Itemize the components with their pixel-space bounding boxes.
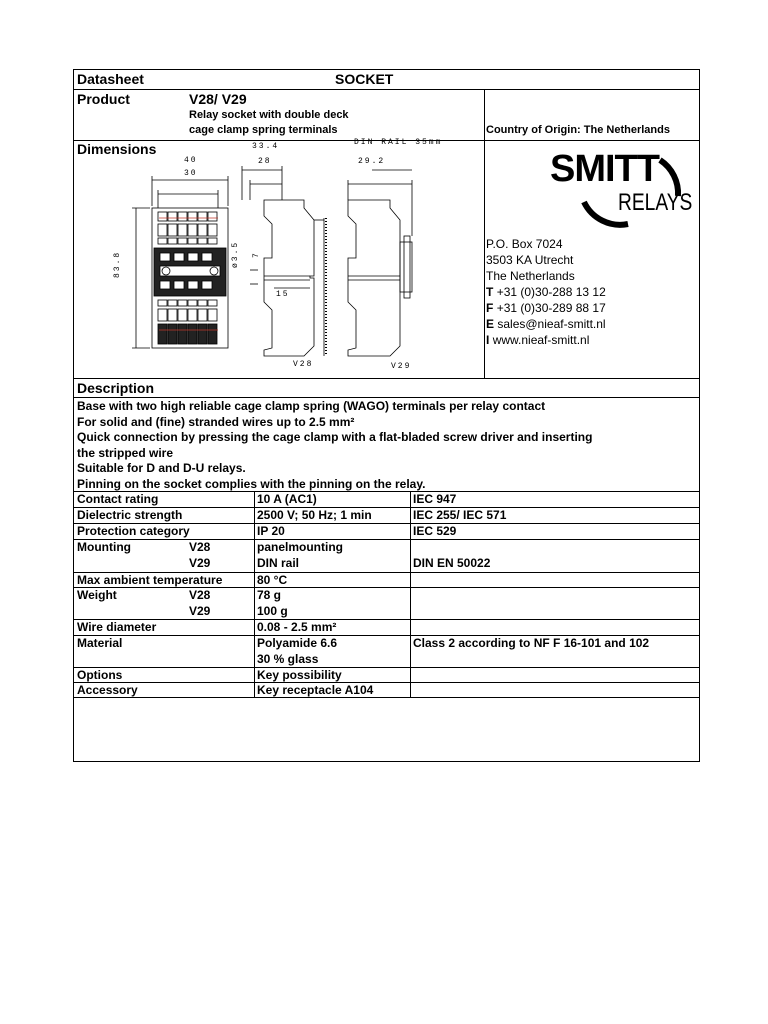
spec-weight-v29: V29: [189, 604, 211, 618]
description-line: For solid and (fine) stranded wires up to 2.5 mm²: [77, 414, 355, 429]
dimensions-label: Dimensions: [77, 141, 157, 157]
smitt-relays-logo: [548, 146, 700, 228]
product-label: Product: [77, 91, 130, 107]
spec-label-mounting: Mounting: [77, 540, 131, 554]
fax-number: +31 (0)30-289 88 17: [496, 301, 606, 315]
fax-line: [486, 300, 606, 316]
spec-weight-v28: V28: [189, 588, 211, 602]
spec-value-material-2: 30 % glass: [257, 652, 319, 666]
address-line1: P.O. Box 7024: [486, 237, 563, 251]
spec-label-wire-diameter: Wire diameter: [77, 620, 157, 634]
spec-value-dielectric: 2500 V; 50 Hz; 1 min: [257, 508, 372, 522]
table-col-line: [410, 491, 411, 697]
description-line: Suitable for D and D-U relays.: [77, 461, 246, 475]
email-line: [486, 316, 606, 332]
dim-15: 15: [276, 290, 290, 299]
web-prefix: I: [486, 333, 490, 347]
dim-depth-33-4: 33.4: [252, 142, 280, 151]
description-line: the stripped wire: [77, 445, 174, 460]
web-line: [486, 332, 606, 348]
description-line: Base with two high reliable cage clamp spring (WAGO) terminals per relay contact: [77, 399, 546, 413]
table-row-line: [74, 697, 699, 698]
spec-mounting-v28: V28: [189, 540, 211, 554]
front-view-bottom-terminals: [158, 300, 217, 344]
table-row-line: [74, 539, 699, 540]
table-row-line: [74, 667, 699, 668]
table-row-line: [74, 587, 699, 588]
company-address: [486, 236, 606, 348]
datasheet-title: Datasheet: [77, 71, 144, 87]
spec-label-options: Options: [77, 668, 123, 682]
column-divider: [484, 89, 485, 378]
spec-value-weight-v28: 78 g: [257, 588, 282, 602]
product-code: V28/ V29: [189, 91, 247, 107]
spec-std-protection: IEC 529: [413, 524, 457, 538]
spec-std-material: Class 2 according to NF F 16-101 and 102: [413, 636, 650, 650]
spec-value-max-temp: 80 °C: [257, 573, 288, 587]
dim-height-83-8: 83.8: [113, 250, 122, 278]
dim-7: 7: [252, 251, 261, 258]
product-desc-line2: cage clamp spring terminals: [189, 124, 338, 136]
spec-value-mounting-v29: DIN rail: [257, 556, 300, 570]
side-view-v28: [264, 200, 326, 356]
spec-label-contact-rating: Contact rating: [77, 492, 159, 506]
fax-prefix: F: [486, 301, 494, 315]
spec-mounting-v29: V29: [189, 556, 211, 570]
table-col-line: [254, 491, 255, 697]
spec-label-weight: Weight: [77, 588, 117, 602]
side-view-v29: [348, 200, 412, 356]
spec-std-contact-rating: IEC 947: [413, 492, 457, 506]
spec-label-dielectric: Dielectric strength: [77, 508, 183, 522]
row-divider: [74, 89, 699, 90]
spec-label-max-temp: Max ambient temperature: [77, 573, 223, 587]
description-line: Pinning on the socket complies with the pinning on the relay.: [77, 476, 426, 491]
din-rail-label: DIN RAIL 35mm: [354, 138, 443, 147]
caption-v28: V28: [293, 360, 314, 369]
product-desc-line1: Relay socket with double deck: [189, 109, 349, 121]
logo-word-relays: RELAYS: [618, 189, 693, 216]
row-divider: [74, 378, 699, 379]
description-text: [77, 399, 592, 492]
doc-type-title: SOCKET: [335, 71, 394, 87]
spec-value-protection: IP 20: [257, 524, 285, 538]
dim-depth-28: 28: [258, 157, 272, 166]
logo-word-smitt: SMITT: [550, 148, 659, 190]
spec-value-material-1: Polyamide 6.6: [257, 636, 338, 650]
spec-value-contact-rating: 10 A (AC1): [257, 492, 317, 506]
dim-width-40: 40: [184, 156, 198, 165]
description-line: Quick connection by pressing the cage clamp with a flat-bladed screw driver and inserting: [77, 430, 593, 444]
table-row-line: [74, 619, 699, 620]
web-address[interactable]: www.nieaf-smitt.nl: [492, 333, 590, 347]
caption-v29: V29: [391, 362, 412, 371]
spec-std-dielectric: IEC 255/ IEC 571: [413, 508, 507, 522]
phone-prefix: T: [486, 285, 494, 299]
dim-depth-29-2: 29.2: [358, 157, 386, 166]
spec-value-mounting-v28: panelmounting: [257, 540, 343, 554]
address-line3: The Netherlands: [486, 269, 575, 283]
phone-line: [486, 284, 606, 300]
spec-std-mounting: DIN EN 50022: [413, 556, 491, 570]
dim-width-30: 30: [184, 169, 198, 178]
country-of-origin: Country of Origin: The Netherlands: [486, 124, 670, 136]
spec-label-accessory: Accessory: [77, 683, 138, 697]
front-view-middle: [154, 248, 226, 296]
spec-value-weight-v29: 100 g: [257, 604, 288, 618]
row-divider: [74, 397, 699, 398]
spec-value-wire-diameter: 0.08 - 2.5 mm²: [257, 620, 337, 634]
dim-diameter-3-5: ø3.5: [231, 240, 240, 268]
spec-label-material: Material: [77, 636, 123, 650]
spec-label-protection: Protection category: [77, 524, 190, 538]
email-prefix: E: [486, 317, 495, 331]
spec-value-options: Key possibility: [257, 668, 342, 682]
datasheet-sheet: [73, 69, 700, 762]
spec-value-accessory: Key receptacle A104: [257, 683, 374, 697]
front-view-top-terminals: [158, 212, 217, 244]
table-row-line: [74, 682, 699, 683]
address-line2: 3503 KA Utrecht: [486, 253, 574, 267]
description-label: Description: [77, 380, 155, 396]
email-address[interactable]: sales@nieaf-smitt.nl: [497, 317, 606, 331]
phone-number: +31 (0)30-288 13 12: [496, 285, 606, 299]
